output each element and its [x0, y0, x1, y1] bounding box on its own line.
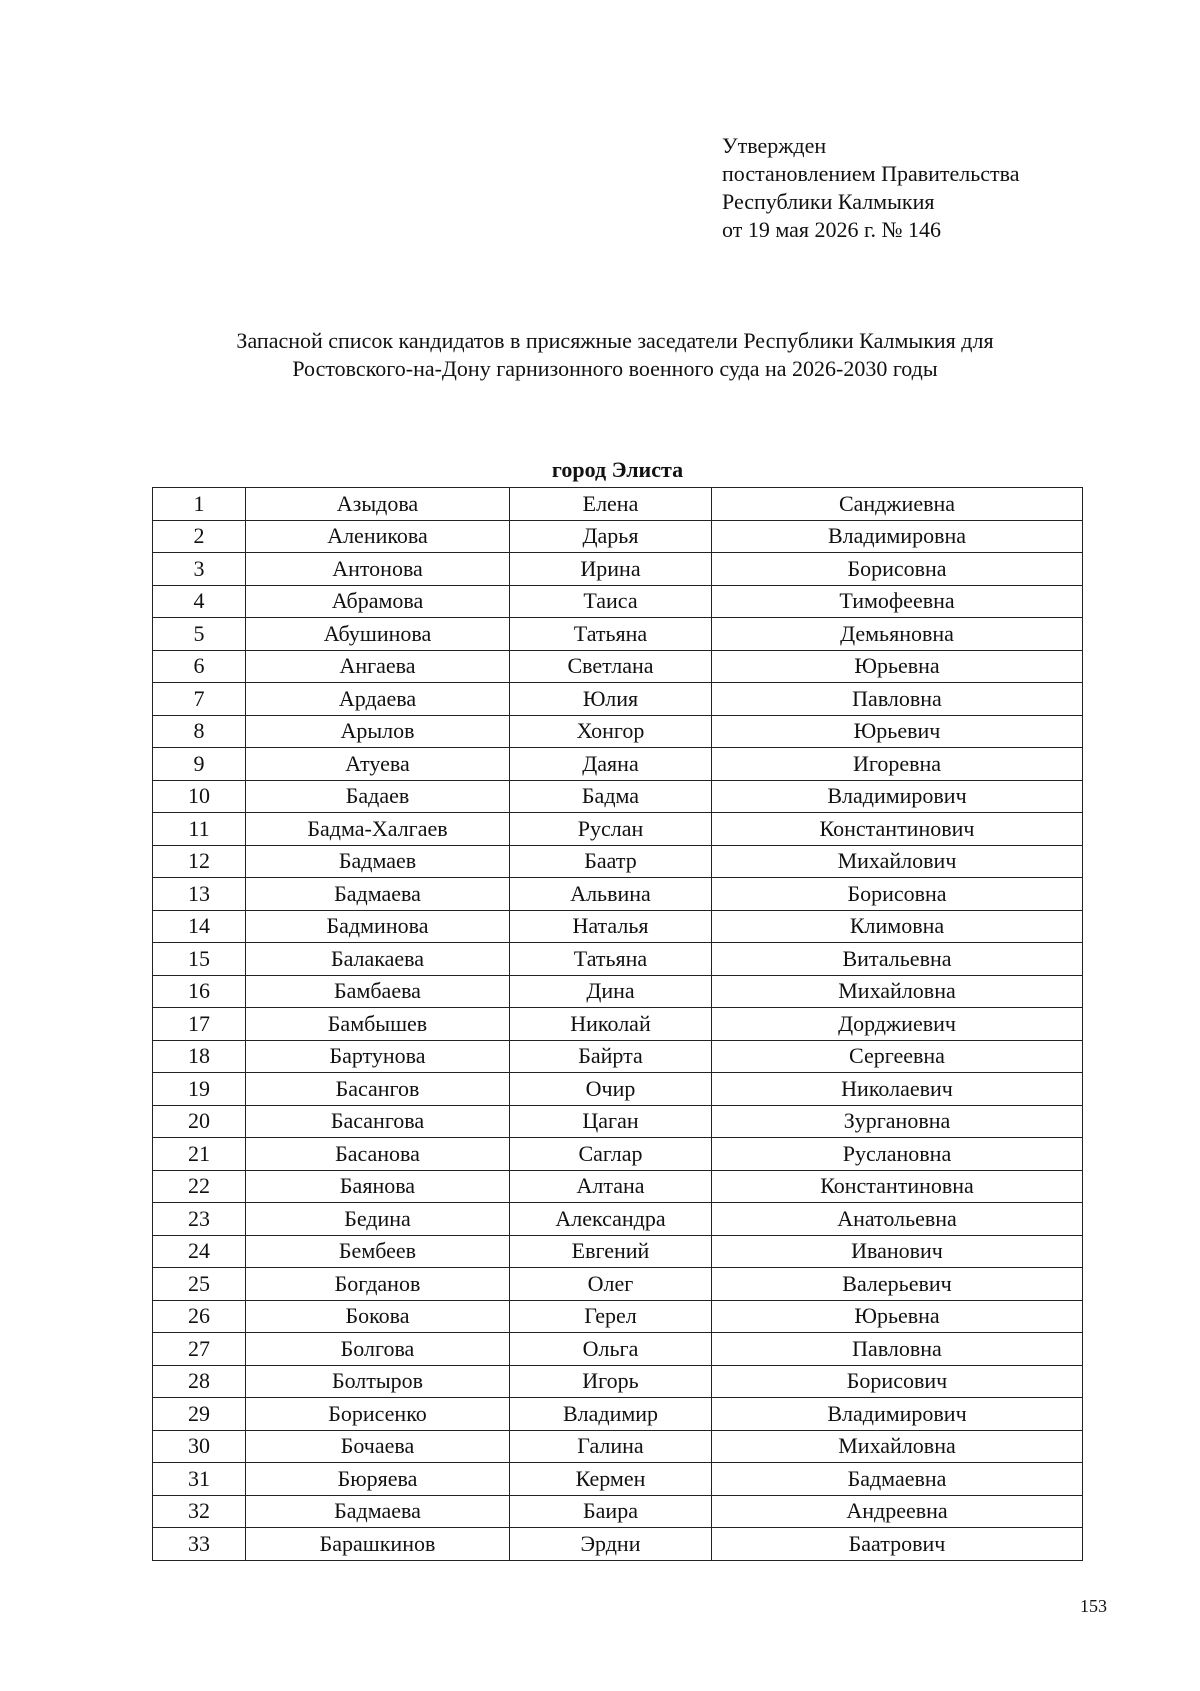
- table-row: [153, 975, 1083, 1008]
- patronymic-cell: Демьяновна: [712, 618, 1083, 651]
- table-row: [153, 715, 1083, 748]
- patronymic-cell: Руслановна: [712, 1138, 1083, 1171]
- last-name-cell: Бембеев: [246, 1235, 510, 1268]
- table-row: [153, 585, 1083, 618]
- document-title-line-1: Запасной список кандидатов в присяжные заседатели Республики Калмыкия для: [236, 328, 994, 353]
- row-number-cell: 33: [153, 1528, 246, 1561]
- last-name-cell: Богданов: [246, 1268, 510, 1301]
- patronymic-cell: Бадмаевна: [712, 1463, 1083, 1496]
- last-name-cell: Абрамова: [246, 585, 510, 618]
- last-name-cell: Бадмаев: [246, 845, 510, 878]
- patronymic-cell: Зургановна: [712, 1105, 1083, 1138]
- row-number-cell: 20: [153, 1105, 246, 1138]
- last-name-cell: Басангов: [246, 1073, 510, 1106]
- first-name-cell: Николай: [510, 1008, 712, 1041]
- first-name-cell: Олег: [510, 1268, 712, 1301]
- candidate-table: [152, 487, 1083, 1561]
- row-number-cell: 18: [153, 1040, 246, 1073]
- patronymic-cell: Борисовна: [712, 878, 1083, 911]
- first-name-cell: Альвина: [510, 878, 712, 911]
- first-name-cell: Бадма: [510, 780, 712, 813]
- table-row: [153, 1008, 1083, 1041]
- table-row: [153, 813, 1083, 846]
- table-row: [153, 1398, 1083, 1431]
- patronymic-cell: Михайловна: [712, 1430, 1083, 1463]
- first-name-cell: Баира: [510, 1495, 712, 1528]
- first-name-cell: Даяна: [510, 748, 712, 781]
- row-number-cell: 6: [153, 650, 246, 683]
- last-name-cell: Бартунова: [246, 1040, 510, 1073]
- patronymic-cell: Витальевна: [712, 943, 1083, 976]
- first-name-cell: Татьяна: [510, 618, 712, 651]
- first-name-cell: Алтана: [510, 1170, 712, 1203]
- last-name-cell: Аленикова: [246, 520, 510, 553]
- first-name-cell: Очир: [510, 1073, 712, 1106]
- first-name-cell: Юлия: [510, 683, 712, 716]
- patronymic-cell: Юрьевна: [712, 1300, 1083, 1333]
- table-row: [153, 1430, 1083, 1463]
- patronymic-cell: Санджиевна: [712, 488, 1083, 521]
- table-row: [153, 488, 1083, 521]
- last-name-cell: Антонова: [246, 553, 510, 586]
- table-row: [153, 910, 1083, 943]
- approval-line-4: от 19 мая 2026 г. № 146: [722, 217, 942, 242]
- approval-line-1: Утвержден: [722, 133, 827, 158]
- patronymic-cell: Тимофеевна: [712, 585, 1083, 618]
- last-name-cell: Бедина: [246, 1203, 510, 1236]
- last-name-cell: Бокова: [246, 1300, 510, 1333]
- row-number-cell: 7: [153, 683, 246, 716]
- patronymic-cell: Константинович: [712, 813, 1083, 846]
- candidate-table-body: [153, 488, 1083, 1561]
- patronymic-cell: Климовна: [712, 910, 1083, 943]
- patronymic-cell: Павловна: [712, 683, 1083, 716]
- table-row: [153, 1073, 1083, 1106]
- table-row: [153, 1463, 1083, 1496]
- last-name-cell: Борисенко: [246, 1398, 510, 1431]
- last-name-cell: Бадмаева: [246, 1495, 510, 1528]
- last-name-cell: Болгова: [246, 1333, 510, 1366]
- last-name-cell: Басангова: [246, 1105, 510, 1138]
- row-number-cell: 22: [153, 1170, 246, 1203]
- table-row: [153, 780, 1083, 813]
- patronymic-cell: Павловна: [712, 1333, 1083, 1366]
- first-name-cell: Светлана: [510, 650, 712, 683]
- row-number-cell: 26: [153, 1300, 246, 1333]
- row-number-cell: 31: [153, 1463, 246, 1496]
- row-number-cell: 8: [153, 715, 246, 748]
- last-name-cell: Арылов: [246, 715, 510, 748]
- table-row: [153, 1365, 1083, 1398]
- first-name-cell: Дарья: [510, 520, 712, 553]
- table-row: [153, 553, 1083, 586]
- last-name-cell: Ангаева: [246, 650, 510, 683]
- first-name-cell: Наталья: [510, 910, 712, 943]
- table-row: [153, 1268, 1083, 1301]
- patronymic-cell: Иванович: [712, 1235, 1083, 1268]
- first-name-cell: Дина: [510, 975, 712, 1008]
- last-name-cell: Бюряева: [246, 1463, 510, 1496]
- table-row: [153, 1235, 1083, 1268]
- row-number-cell: 27: [153, 1333, 246, 1366]
- page-number: 153: [1080, 1596, 1107, 1616]
- patronymic-cell: Владимировна: [712, 520, 1083, 553]
- first-name-cell: Кермен: [510, 1463, 712, 1496]
- row-number-cell: 25: [153, 1268, 246, 1301]
- patronymic-cell: Анатольевна: [712, 1203, 1083, 1236]
- first-name-cell: Игорь: [510, 1365, 712, 1398]
- patronymic-cell: Владимирович: [712, 1398, 1083, 1431]
- first-name-cell: Евгений: [510, 1235, 712, 1268]
- table-row: [153, 683, 1083, 716]
- last-name-cell: Бочаева: [246, 1430, 510, 1463]
- document-title: [150, 327, 1080, 383]
- row-number-cell: 28: [153, 1365, 246, 1398]
- row-number-cell: 29: [153, 1398, 246, 1431]
- first-name-cell: Герел: [510, 1300, 712, 1333]
- table-row: [153, 878, 1083, 911]
- row-number-cell: 2: [153, 520, 246, 553]
- row-number-cell: 21: [153, 1138, 246, 1171]
- first-name-cell: Галина: [510, 1430, 712, 1463]
- row-number-cell: 4: [153, 585, 246, 618]
- last-name-cell: Ардаева: [246, 683, 510, 716]
- first-name-cell: Елена: [510, 488, 712, 521]
- document-title-line-2: Ростовского-на-Дону гарнизонного военного суда на 2026-2030 годы: [292, 356, 938, 381]
- first-name-cell: Хонгор: [510, 715, 712, 748]
- patronymic-cell: Баатрович: [712, 1528, 1083, 1561]
- last-name-cell: Бадминова: [246, 910, 510, 943]
- table-row: [153, 748, 1083, 781]
- last-name-cell: Баянова: [246, 1170, 510, 1203]
- last-name-cell: Азыдова: [246, 488, 510, 521]
- patronymic-cell: Юрьевич: [712, 715, 1083, 748]
- table-row: [153, 1528, 1083, 1561]
- patronymic-cell: Константиновна: [712, 1170, 1083, 1203]
- patronymic-cell: Николаевич: [712, 1073, 1083, 1106]
- table-row: [153, 845, 1083, 878]
- approval-line-2: постановлением Правительства: [722, 161, 1020, 186]
- first-name-cell: Ольга: [510, 1333, 712, 1366]
- first-name-cell: Александра: [510, 1203, 712, 1236]
- first-name-cell: Эрдни: [510, 1528, 712, 1561]
- last-name-cell: Басанова: [246, 1138, 510, 1171]
- first-name-cell: Ирина: [510, 553, 712, 586]
- first-name-cell: Владимир: [510, 1398, 712, 1431]
- last-name-cell: Атуева: [246, 748, 510, 781]
- patronymic-cell: Валерьевич: [712, 1268, 1083, 1301]
- patronymic-cell: Игоревна: [712, 748, 1083, 781]
- row-number-cell: 30: [153, 1430, 246, 1463]
- row-number-cell: 5: [153, 618, 246, 651]
- row-number-cell: 16: [153, 975, 246, 1008]
- table-row: [153, 1040, 1083, 1073]
- row-number-cell: 15: [153, 943, 246, 976]
- table-row: [153, 650, 1083, 683]
- table-row: [153, 1170, 1083, 1203]
- row-number-cell: 32: [153, 1495, 246, 1528]
- table-row: [153, 943, 1083, 976]
- patronymic-cell: Михайловна: [712, 975, 1083, 1008]
- patronymic-cell: Дорджиевич: [712, 1008, 1083, 1041]
- last-name-cell: Барашкинов: [246, 1528, 510, 1561]
- table-row: [153, 1333, 1083, 1366]
- row-number-cell: 17: [153, 1008, 246, 1041]
- last-name-cell: Бамбаева: [246, 975, 510, 1008]
- approval-block: [722, 132, 1020, 244]
- table-row: [153, 1495, 1083, 1528]
- patronymic-cell: Сергеевна: [712, 1040, 1083, 1073]
- first-name-cell: Цаган: [510, 1105, 712, 1138]
- first-name-cell: Баатр: [510, 845, 712, 878]
- row-number-cell: 10: [153, 780, 246, 813]
- row-number-cell: 11: [153, 813, 246, 846]
- last-name-cell: Бадма-Халгаев: [246, 813, 510, 846]
- row-number-cell: 1: [153, 488, 246, 521]
- row-number-cell: 3: [153, 553, 246, 586]
- patronymic-cell: Владимирович: [712, 780, 1083, 813]
- table-row: [153, 1138, 1083, 1171]
- row-number-cell: 23: [153, 1203, 246, 1236]
- last-name-cell: Балакаева: [246, 943, 510, 976]
- table-row: [153, 520, 1083, 553]
- last-name-cell: Бамбышев: [246, 1008, 510, 1041]
- approval-line-3: Республики Калмыкия: [722, 189, 935, 214]
- table-row: [153, 1105, 1083, 1138]
- patronymic-cell: Борисович: [712, 1365, 1083, 1398]
- first-name-cell: Байрта: [510, 1040, 712, 1073]
- patronymic-cell: Михайлович: [712, 845, 1083, 878]
- row-number-cell: 19: [153, 1073, 246, 1106]
- row-number-cell: 24: [153, 1235, 246, 1268]
- patronymic-cell: Андреевна: [712, 1495, 1083, 1528]
- last-name-cell: Абушинова: [246, 618, 510, 651]
- first-name-cell: Татьяна: [510, 943, 712, 976]
- first-name-cell: Таиса: [510, 585, 712, 618]
- row-number-cell: 13: [153, 878, 246, 911]
- row-number-cell: 12: [153, 845, 246, 878]
- table-row: [153, 618, 1083, 651]
- last-name-cell: Бадаев: [246, 780, 510, 813]
- table-row: [153, 1203, 1083, 1236]
- patronymic-cell: Юрьевна: [712, 650, 1083, 683]
- section-heading: город Элиста: [551, 457, 684, 482]
- patronymic-cell: Борисовна: [712, 553, 1083, 586]
- row-number-cell: 14: [153, 910, 246, 943]
- first-name-cell: Саглар: [510, 1138, 712, 1171]
- row-number-cell: 9: [153, 748, 246, 781]
- table-row: [153, 1300, 1083, 1333]
- last-name-cell: Бадмаева: [246, 878, 510, 911]
- first-name-cell: Руслан: [510, 813, 712, 846]
- last-name-cell: Болтыров: [246, 1365, 510, 1398]
